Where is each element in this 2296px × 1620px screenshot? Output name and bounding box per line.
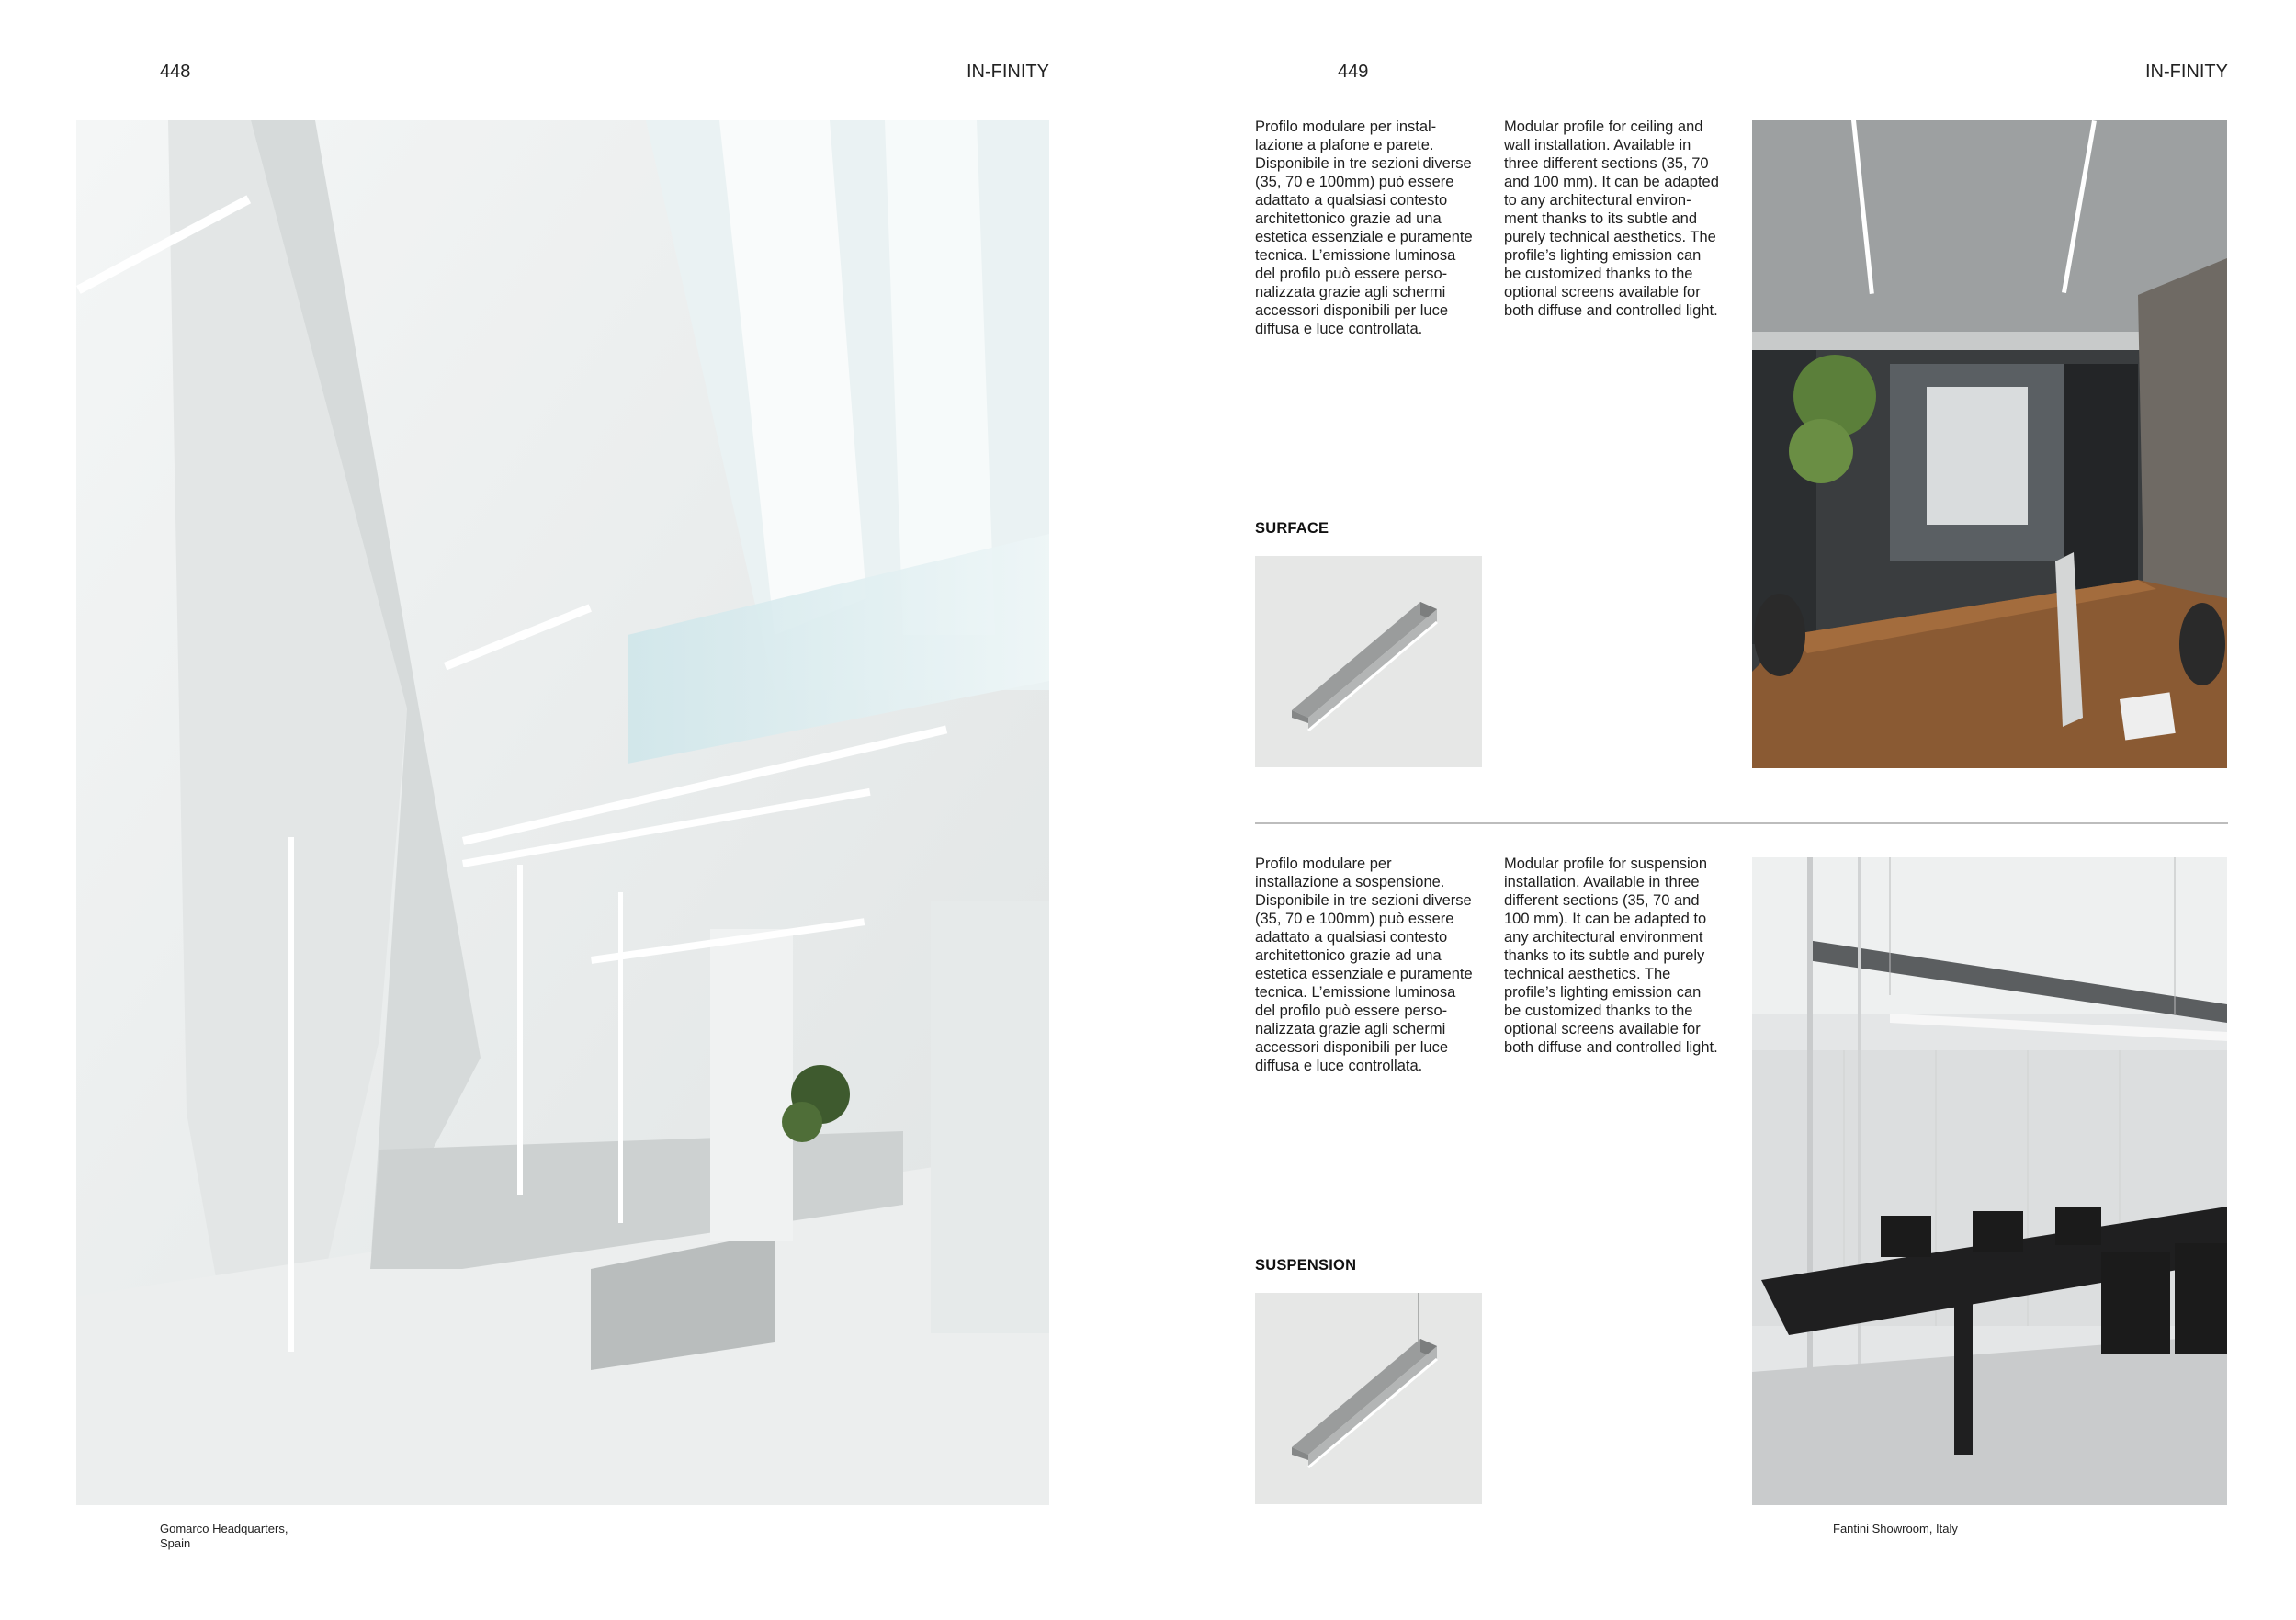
- suspension-description-it: Profilo modulare per installazione a sospensione. Disponibile in tre sezioni diverse (35, 70 e 100mm) può essere adattato a qualsiasi contesto architettonico grazie ad una estetica essenziale e puramente tecnica. L’emissione luminosa del profilo può essere perso- nalizzata grazie agli schermi accessori disponibili per luce diffusa e luce controllata.: [1255, 855, 1473, 1074]
- suspension-label: SUSPENSION: [1255, 1257, 1357, 1274]
- surface-description-it: Profilo modulare per instal- lazione a plafone e parete. Disponibile in tre sezioni diverse (35, 70 e 100mm) può essere adattato a qualsiasi contesto architettonico grazie ad una estetica essenziale e puramente tecnica. L’emissione luminosa del profilo può essere perso- nalizzata grazie agli schermi accessori disponibili per luce diffusa e luce controllata.: [1255, 119, 1473, 337]
- meeting-room-photo: [1752, 857, 2227, 1505]
- left-running-header: IN-FINITY: [967, 62, 1049, 82]
- office-room-photo: [1752, 120, 2227, 768]
- left-photo-caption: Gomarco Headquarters, Spain: [160, 1522, 288, 1550]
- surface-label: SURFACE: [1255, 520, 1329, 537]
- section-divider: [1255, 822, 2228, 824]
- right-page-number: 449: [1338, 62, 1369, 82]
- suspension-description-en: Modular profile for suspension installation. Available in three different sections (35, 70 and 100 mm). It can be adapted to any architectural environment thanks to its subtle and purely technical aesthetics. The profile’s lighting emission can be customized thanks to the optional screens available for both diffuse and controlled light.: [1504, 855, 1718, 1056]
- left-page-number: 448: [160, 62, 191, 82]
- interior-atrium-photo: [76, 120, 1049, 1505]
- right-photo-caption: Fantini Showroom, Italy: [1833, 1522, 1958, 1535]
- surface-profile-icon: [1255, 556, 1482, 767]
- suspension-profile-icon: [1255, 1293, 1482, 1504]
- right-running-header: IN-FINITY: [2145, 62, 2228, 82]
- surface-description-en: Modular profile for ceiling and wall installation. Available in three different sections (35, 70 and 100 mm). It can be adapted to any architectural environ- ment thanks to its subtle and purely technical aesthetics. The profile’s lighting emission can be customized thanks to the optional screens available for both diffuse and controlled light.: [1504, 119, 1719, 319]
